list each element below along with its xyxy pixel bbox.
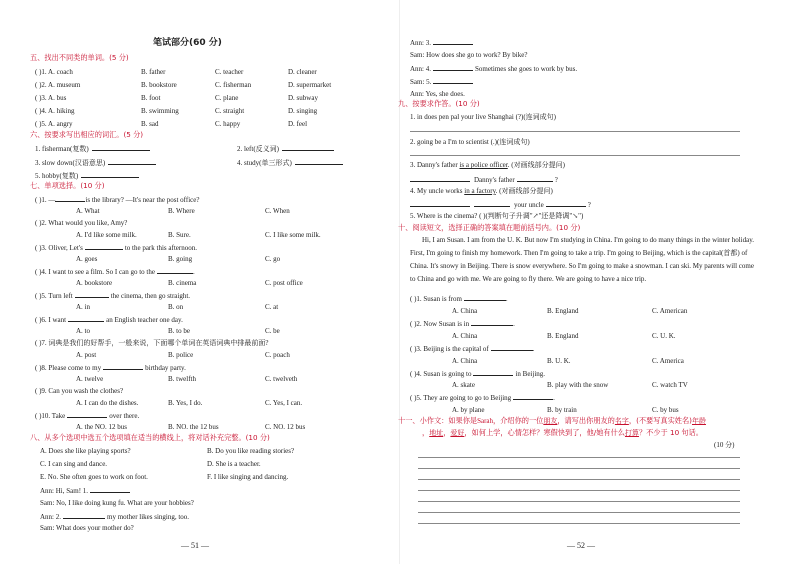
s10-q1: ( )1. Susan is from . bbox=[410, 295, 508, 303]
section-11-heading-line-2: ，地址，爱好，如何上学，心情怎样？寒假快到了，他/她有什么打算？不少于 10 句话。 bbox=[422, 428, 703, 437]
s7-q8: ( )8. Please come to my birthday party. bbox=[35, 364, 186, 372]
s10-passage: Hi, I am Susan. I am from the U. K. But now I'm studying in China. I'm going to do many things in the winter holiday. First, I'm going to finish my homework. Then I'm going to take a trip. I'm going to Beijing, which is the capital(首都) of China. It's snowy in Beijing. There is snow everywhere. So I'm going to make a snowman. I can ski. My parents will come to China and go with me. We are going to fly there. We are going to have a nice trip. bbox=[410, 236, 755, 283]
section-7-heading: 七、单项选择。(10 分) bbox=[30, 181, 105, 190]
s10-q4: ( )4. Susan is going to in Beijing. bbox=[410, 370, 546, 378]
s6-item-2: 2. left(反义词) bbox=[237, 143, 334, 154]
s7-q7-b: B. police bbox=[168, 351, 194, 359]
s7-q1-a: A. What bbox=[76, 207, 100, 215]
writing-line[interactable] bbox=[418, 457, 740, 458]
section-6-heading: 六、按要求写出相应的词汇。(5 分) bbox=[30, 130, 144, 139]
page-number: — 51 — bbox=[181, 541, 209, 550]
s8-dialog-9: Ann: Yes, she does. bbox=[410, 90, 465, 98]
s5-q4-d: D. singing bbox=[288, 107, 318, 115]
s5-q2-c: C. fisherman bbox=[215, 81, 252, 89]
section-9-heading: 九、按要求作答。(10 分) bbox=[398, 99, 480, 108]
s6-item-5: 5. hobby(复数) bbox=[35, 170, 139, 181]
s10-q5-c: C. by bus bbox=[652, 406, 679, 414]
s7-q2: ( )2. What would you like, Amy? bbox=[35, 219, 128, 227]
s10-q4-c: C. watch TV bbox=[652, 381, 688, 389]
s9-q2-answer-line bbox=[410, 155, 740, 156]
s8-opt-d: D. She is a teacher. bbox=[207, 460, 261, 468]
s9-q3-answer: Danny's father ? bbox=[410, 174, 558, 185]
section-8-heading: 八、从多个选项中选五个选项填在适当的横线上，将对话补充完整。(10 分) bbox=[30, 433, 270, 442]
s10-q3-b: B. U. K. bbox=[547, 357, 571, 365]
s5-q2: ( )2. A. museum bbox=[35, 81, 81, 89]
s10-q2-a: A. China bbox=[452, 332, 478, 340]
s7-q9-a: A. I can do the dishes. bbox=[76, 399, 139, 407]
section-5-heading: 五、找出不同类的单词。(5 分) bbox=[30, 53, 129, 62]
s8-opt-a: A. Does she like playing sports? bbox=[40, 447, 131, 455]
s5-q3: ( )3. A. bus bbox=[35, 94, 67, 102]
s8-dialog-4: Sam: What does your mother do? bbox=[40, 524, 134, 532]
s8-opt-f: F. I like singing and dancing. bbox=[207, 473, 289, 481]
writing-line[interactable] bbox=[418, 490, 740, 491]
s5-q4-b: B. swimming bbox=[141, 107, 179, 115]
s8-dialog-2: Sam: No, I like doing kung fu. What are your hobbies? bbox=[40, 499, 194, 507]
s10-q5: ( )5. They are going to go to Beijing . bbox=[410, 394, 555, 402]
s7-q10: ( )10. Take over there. bbox=[35, 412, 140, 420]
s7-q4-b: B. cinema bbox=[168, 279, 197, 287]
s9-q1-answer-line bbox=[410, 131, 740, 132]
s8-dialog-8: Sam: 5. bbox=[410, 76, 473, 87]
s5-q4-c: C. straight bbox=[215, 107, 245, 115]
s5-q5-d: D. feel bbox=[288, 120, 308, 128]
page-number: — 52 — bbox=[567, 541, 595, 550]
section-11-heading: 十一、小作文：如果你是Sarah，介绍你的一位朋友，请写出你朋友的名字，(不要写真实姓名)年龄 bbox=[398, 416, 706, 425]
s5-q4: ( )4. A. hiking bbox=[35, 107, 75, 115]
s8-opt-b: B. Do you like reading stories? bbox=[207, 447, 295, 455]
s9-q2: 2. going be a I'm to scientist (.)(连词成句) bbox=[410, 138, 530, 146]
s10-q1-c: C. American bbox=[652, 307, 688, 315]
s8-dialog-5: Ann: 3. bbox=[410, 37, 473, 48]
s7-q4-a: A. bookstore bbox=[76, 279, 113, 287]
s10-q5-a: A. by plane bbox=[452, 406, 485, 414]
s6-item-4: 4. study(单三形式) bbox=[237, 157, 343, 168]
s7-q7-c: C. poach bbox=[265, 351, 290, 359]
s10-q3-c: C. America bbox=[652, 357, 684, 365]
s9-q5: 5. Where is the cinema? ( )(判断句子升调"↗"还是降调"↘") bbox=[410, 212, 584, 220]
writing-line[interactable] bbox=[418, 523, 740, 524]
s8-opt-e: E. No. She often goes to work on foot. bbox=[40, 473, 148, 481]
s5-q5-c: C. happy bbox=[215, 120, 241, 128]
s7-q6-b: B. to be bbox=[168, 327, 190, 335]
s10-q1-b: B. England bbox=[547, 307, 579, 315]
s5-q5: ( )5. A. angry bbox=[35, 120, 73, 128]
s7-q2-c: C. I like some milk. bbox=[265, 231, 321, 239]
s5-q5-b: B. sad bbox=[141, 120, 159, 128]
section-11-score: (10 分) bbox=[714, 441, 735, 449]
s10-q1-a: A. China bbox=[452, 307, 478, 315]
s9-q4: 4. My uncle works in a factory. (对画线部分提问) bbox=[410, 187, 553, 195]
s10-q2-c: C. U. K. bbox=[652, 332, 676, 340]
s7-q8-a: A. twelve bbox=[76, 375, 104, 383]
s7-q5-a: A. in bbox=[76, 303, 90, 311]
s10-q4-b: B. play with the snow bbox=[547, 381, 609, 389]
s10-q3-a: A. China bbox=[452, 357, 478, 365]
s8-dialog-6: Sam: How does she go to work? By bike? bbox=[410, 51, 528, 59]
s5-q2-d: D. supermarket bbox=[288, 81, 332, 89]
s5-q1-c: C. teacher bbox=[215, 68, 244, 76]
s10-q5-b: B. by train bbox=[547, 406, 577, 414]
s7-q6-a: A. to bbox=[76, 327, 90, 335]
s10-q4-a: A. skate bbox=[452, 381, 475, 389]
s7-q5: ( )5. Turn left the cinema, then go straight. bbox=[35, 292, 191, 300]
s7-q9-b: B. Yes, I do. bbox=[168, 399, 203, 407]
s8-dialog-7: Ann: 4. Sometimes she goes to work by bus. bbox=[410, 65, 578, 73]
s9-q3: 3. Danny's father is a police officer. (对画线部分提问) bbox=[410, 161, 565, 169]
s7-q1: ( )1. — is the library? —It's near the post office? bbox=[35, 196, 200, 204]
writing-line[interactable] bbox=[418, 501, 740, 502]
page-title: 笔试部分(60 分) bbox=[153, 38, 222, 48]
s7-q3: ( )3. Oliver, Let's to the park this afternoon. bbox=[35, 244, 197, 252]
section-10-heading: 十、阅读短文，选择正确的答案填在题前括号内。(10 分) bbox=[398, 223, 581, 232]
s10-q3: ( )3. Beijing is the capital of . bbox=[410, 345, 535, 353]
s7-q6-c: C. be bbox=[265, 327, 280, 335]
s7-q10-b: B. NO. the 12 bus bbox=[168, 423, 219, 431]
s5-q2-b: B. bookstore bbox=[141, 81, 177, 89]
s9-q4-answer: your uncle ? bbox=[410, 199, 591, 210]
s6-item-1: 1. fisherman(复数) bbox=[35, 143, 150, 154]
s9-q1: 1. in does pen pal your live Shanghai (?)(连词成句) bbox=[410, 113, 556, 121]
s5-q3-b: B. foot bbox=[141, 94, 161, 102]
s7-q3-b: B. going bbox=[168, 255, 193, 263]
s5-q1: ( )1. A. coach bbox=[35, 68, 73, 76]
s7-q7: ( )7. 词典是我们的好帮手，一般来说，下面哪个单词在英语词典中排最前面? bbox=[35, 339, 269, 347]
s7-q1-b: B. Where bbox=[168, 207, 195, 215]
s7-q8-b: B. twelfth bbox=[168, 375, 196, 383]
s7-q10-c: C. NO. 12 bus bbox=[265, 423, 306, 431]
s5-q1-d: D. cleaner bbox=[288, 68, 317, 76]
s7-q4: ( )4. I want to see a film. So I can go to the . bbox=[35, 268, 195, 276]
s7-q9: ( )9. Can you wash the clothes? bbox=[35, 387, 124, 395]
s7-q1-c: C. When bbox=[265, 207, 290, 215]
s7-q9-c: C. Yes, I can. bbox=[265, 399, 303, 407]
s5-q3-d: D. subway bbox=[288, 94, 318, 102]
s7-q5-b: B. on bbox=[168, 303, 184, 311]
s7-q10-a: A. the NO. 12 bus bbox=[76, 423, 127, 431]
writing-line[interactable] bbox=[418, 479, 740, 480]
s5-q3-c: C. plane bbox=[215, 94, 239, 102]
s7-q2-b: B. Sure. bbox=[168, 231, 191, 239]
s8-opt-c: C. I can sing and dance. bbox=[40, 460, 108, 468]
s7-q4-c: C. post office bbox=[265, 279, 303, 287]
writing-line[interactable] bbox=[418, 468, 740, 469]
s7-q2-a: A. I'd like some milk. bbox=[76, 231, 137, 239]
s10-q2: ( )2. Now Susan is in . bbox=[410, 320, 515, 328]
writing-line[interactable] bbox=[418, 512, 740, 513]
s7-q3-c: C. go bbox=[265, 255, 281, 263]
s7-q3-a: A. goes bbox=[76, 255, 98, 263]
s8-dialog-3: Ann: 2. my mother likes singing, too. bbox=[40, 513, 190, 521]
s7-q7-a: A. post bbox=[76, 351, 97, 359]
s8-dialog-1: Ann: Hi, Sam! 1. bbox=[40, 485, 130, 496]
s7-q5-c: C. at bbox=[265, 303, 279, 311]
s7-q6: ( )6. I want an English teacher one day. bbox=[35, 316, 183, 324]
s5-q1-b: B. father bbox=[141, 68, 166, 76]
s10-q2-b: B. England bbox=[547, 332, 579, 340]
s6-item-3: 3. slow down(汉语意思) bbox=[35, 157, 156, 168]
s7-q8-c: C. twelveth bbox=[265, 375, 298, 383]
